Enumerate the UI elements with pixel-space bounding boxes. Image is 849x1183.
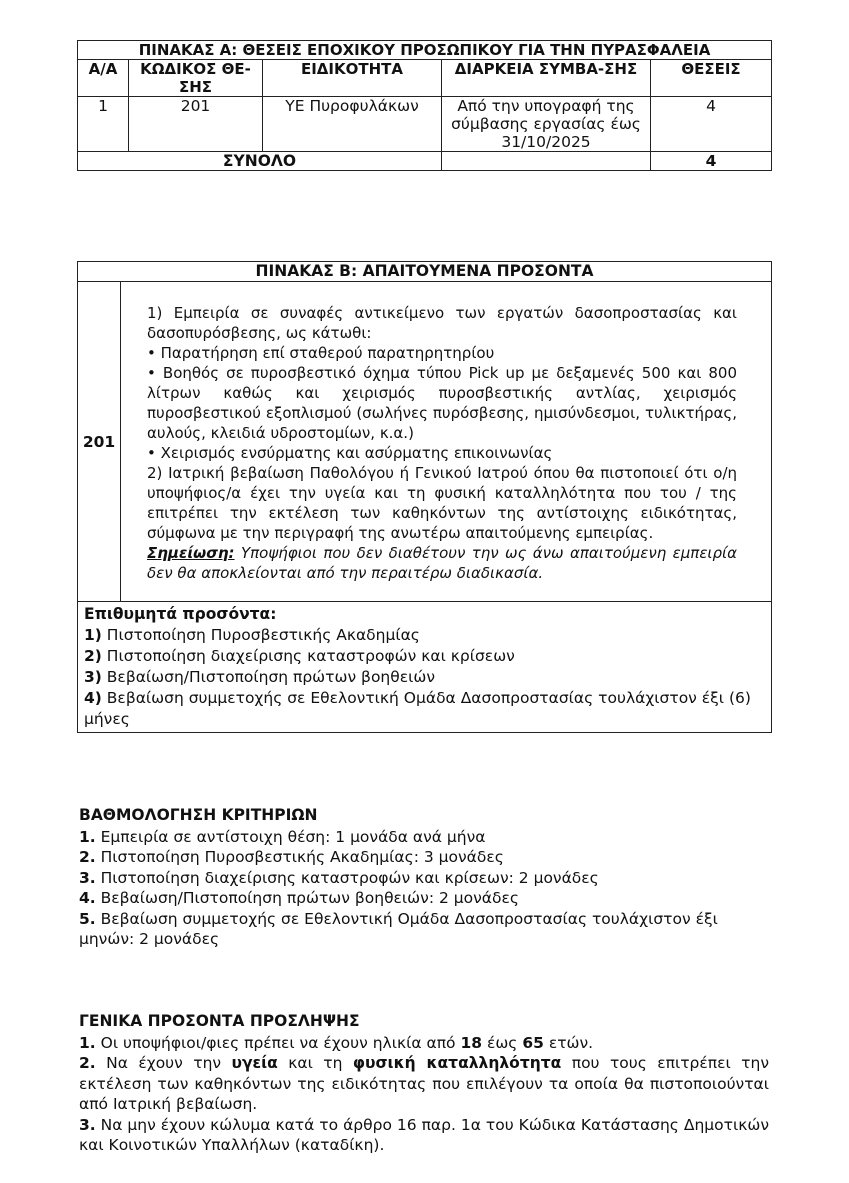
emphasis: φυσική καταλληλότητα [352,1054,562,1072]
note [147,543,737,583]
note-label: Σημείωση: [147,544,235,562]
req-line: 1) Εμπειρία σε συναφές αντικείμενο των εργατών δασοπροστασίας και δασοπυρόσβεσης, ως κάτωθι: [147,304,737,342]
item-number: 3) [84,668,102,686]
item-number: 1. [79,827,96,846]
total-empty [442,152,651,171]
list-item [79,909,769,950]
cell-positions: 4 [651,97,772,152]
table-total-row [78,152,772,171]
header-positions: ΘΕΣΕΙΣ [651,60,772,97]
item-text: Να μην έχουν κώλυμα κατά το άρθρο 16 παρ. 1α του Κώδικα Κατάστασης Δημοτικών και Κοινοτικών Υπαλλήλων (καταδίκη). [79,1115,769,1154]
section-title: ΓΕΝΙΚΑ ΠΡΟΣΟΝΤΑ ΠΡΟΣΛΗΨΗΣ [79,1012,360,1030]
cell-specialty: ΥΕ Πυροφυλάκων [263,97,442,152]
item-number: 1. [79,1033,96,1052]
criteria-section [79,805,769,950]
list-item [79,827,769,848]
item-text: Οι υποψήφιοι/φιες πρέπει να έχουν ηλικία από [95,1033,461,1052]
item-number: 4) [84,689,102,707]
item-text: Πιστοποίηση διαχείρισης καταστροφών και κρίσεων [101,647,515,665]
list-item [79,1115,769,1156]
cell-duration: Από την υπογραφή της σύμβασης εργασίας έως 31/10/2025 [442,97,651,152]
list-item [79,847,769,868]
total-value: 4 [651,152,772,171]
list-item [84,667,767,688]
header-code: ΚΩΔΙΚΟΣ ΘΕ-ΣΗΣ [129,60,263,97]
req-line: • Παρατήρηση επί σταθερού παρατηρητηρίου [147,344,495,362]
item-text: Βεβαίωση/Πιστοποίηση πρώτων βοηθειών: 2 μονάδες [95,889,519,907]
cell-code: 201 [129,97,263,152]
table-b-title: ΠΙΝΑΚΑΣ Β: ΑΠΑΙΤΟΥΜΕΝΑ ΠΡΟΣΟΝΤΑ [78,262,772,282]
item-text: Πιστοποίηση Πυροσβεστικής Ακαδημίας: 3 μονάδες [95,848,504,866]
list-item [79,1053,769,1115]
list-item [84,646,767,667]
position-code: 201 [78,282,121,602]
note-text: Υποψήφιοι που δεν διαθέτουν την ως άνω απαιτούμενη εμπειρία δεν θα αποκλείονται από την περαιτέρω διαδικασία. [147,544,737,582]
header-specialty: ΕΙΔΙΚΟΤΗΤΑ [263,60,442,97]
item-number: 2. [79,1054,96,1072]
section-title: ΒΑΘΜΟΛΟΓΗΣΗ ΚΡΙΤΗΡΙΩΝ [79,806,318,824]
age-max: 65 [522,1033,544,1052]
total-label: ΣΥΝΟΛΟ [78,152,442,171]
item-text: έως [482,1033,523,1052]
item-number: 2. [79,848,96,866]
age-min: 18 [460,1033,483,1052]
item-text: Εμπειρία σε αντίστοιχη θέση: 1 μονάδα ανά μήνα [95,827,486,846]
item-text: και τη [277,1054,353,1072]
table-a-header-row [78,60,772,97]
item-text: Βεβαίωση/Πιστοποίηση πρώτων βοηθειών [101,668,436,686]
item-text: που τους επιτρέπει την εκτέλεση των καθηκόντων της ειδικότητας που επιλέγουν τα οποία θα πιστοποιούνται από Ιατρική βεβαίωση. [79,1054,769,1113]
item-number: 1) [84,626,102,644]
list-item [79,1033,769,1054]
item-text: Βεβαίωση συμμετοχής σε Εθελοντική Ομάδα Δασοπροστασίας τουλάχιστον έξι (6) μήνες [84,689,751,728]
req-line: • Βοηθός σε πυροσβεστικό όχημα τύπου Pick up με δεξαμενές 500 και 800 λίτρων καθώς και χειρισμός πυροσβεστικής αντλίας, χειρισμός πυροσβεστικού εξοπλισμού (σωλήνες πυρόσβεσης, ημισύνδεσμοι, τυλικτήρας, αυλούς, κλειδιά υδροστομίων, κ.α.) [147,364,737,442]
cell-aa: 1 [78,97,129,152]
item-number: 3. [79,1115,96,1134]
desired-title: Επιθυμητά προσόντα: [84,605,277,623]
desired-qualifications [78,602,772,733]
item-number: 2) [84,647,102,665]
list-item [84,688,767,730]
table-b [77,261,772,733]
item-text: Πιστοποίηση Πυροσβεστικής Ακαδημίας [101,626,420,644]
header-duration: ΔΙΑΡΚΕΙΑ ΣΥΜΒΑ-ΣΗΣ [442,60,651,97]
list-item [84,625,767,646]
header-aa: Α/Α [78,60,129,97]
item-text: Να έχουν την [95,1054,232,1072]
list-item [79,868,769,889]
item-number: 4. [79,889,96,907]
table-row [78,97,772,152]
general-section [79,1011,769,1156]
item-number: 5. [79,909,96,928]
req-line: • Χειρισμός ενσύρματης και ασύρματης επικοινωνίας [147,444,553,462]
emphasis: υγεία [231,1054,278,1072]
list-item [79,888,769,909]
item-text: ετών. [543,1033,594,1052]
item-number: 3. [79,868,96,887]
req-line: 2) Ιατρική βεβαίωση Παθολόγου ή Γενικού Ιατρού όπου θα πιστοποιεί ότι ο/η υποψήφιος/α έχει την υγεία και τη φυσική καταλληλότητα που του / της επιτρέπει την εκτέλεση των καθηκόντων της αντίστοιχης ειδικότητας, σύμφωνα με την περιγραφή της ανωτέρω απαιτούμενης εμπειρίας. [147,464,737,542]
item-text: Βεβαίωση συμμετοχής σε Εθελοντική Ομάδα Δασοπροστασίας τουλάχιστον έξι μηνών: 2 μονάδες [79,909,718,948]
table-a-title: ΠΙΝΑΚΑΣ Α: ΘΕΣΕΙΣ ΕΠΟΧΙΚΟΥ ΠΡΟΣΩΠΙΚΟΥ ΓΙΑ ΤΗΝ ΠΥΡΑΣΦΑΛΕΙΑ [78,41,772,60]
required-qualifications [121,282,772,602]
table-a [77,40,772,171]
item-text: Πιστοποίηση διαχείρισης καταστροφών και κρίσεων: 2 μονάδες [95,868,599,887]
